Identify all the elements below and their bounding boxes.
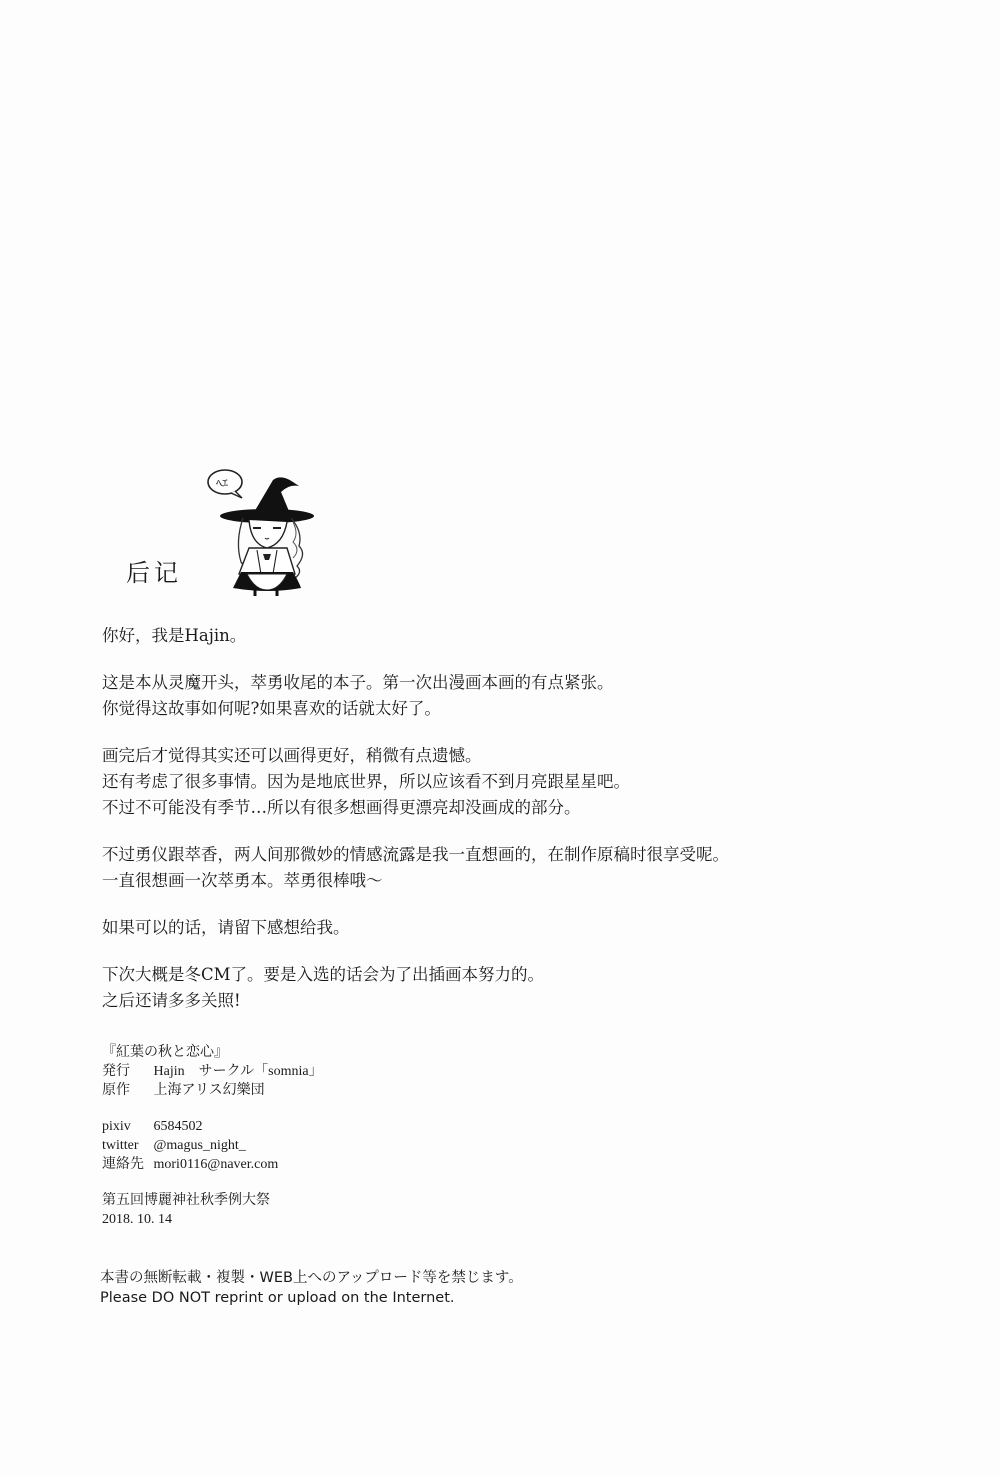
contact-label: 連絡先 <box>102 1157 144 1172</box>
text-line: 一直很想画一次萃勇本。萃勇很棒哦～ <box>102 871 383 890</box>
text-line: 还有考虑了很多事情。因为是地底世界，所以应该看不到月亮跟星星吧。 <box>102 772 630 791</box>
twitter-label: twitter <box>102 1138 139 1153</box>
publisher-value: Hajin サークル「somnia」 <box>153 1064 323 1079</box>
copyright-notice <box>100 1268 523 1308</box>
paragraph-greeting <box>102 623 922 649</box>
contact-row <box>102 1155 323 1174</box>
pixiv-value: 6584502 <box>153 1119 203 1134</box>
text-line: 你觉得这故事如何呢?如果喜欢的话就太好了。 <box>102 699 441 718</box>
afterword-body <box>102 623 922 1035</box>
text-line: 如果可以的话，请留下感想给我。 <box>102 918 350 937</box>
book-title: 『紅葉の秋と恋心』 <box>102 1045 228 1060</box>
original-work-value: 上海アリス幻樂団 <box>153 1083 265 1098</box>
original-work-row <box>102 1081 323 1100</box>
notice-japanese: 本書の無断転載・複製・WEB上へのアップロード等を禁じます。 <box>100 1270 523 1286</box>
pixiv-label: pixiv <box>102 1119 131 1134</box>
text-line: 画完后才觉得其实还可以画得更好，稍微有点遗憾。 <box>102 746 482 765</box>
publisher-label: 発行 <box>102 1064 130 1079</box>
text-line: 不过勇仪跟萃香，两人间那微妙的情感流露是我一直想画的，在制作原稿时很享受呢。 <box>102 845 729 864</box>
text-line: 不过不可能没有季节…所以有很多想画得更漂亮却没画成的部分。 <box>102 798 581 817</box>
paragraph-next-event <box>102 962 922 1014</box>
paragraph-feedback <box>102 915 922 941</box>
paragraph-reflection <box>102 743 922 821</box>
colophon-event <box>102 1191 323 1229</box>
paragraph-characters <box>102 842 922 894</box>
twitter-value: @magus_night_ <box>153 1138 246 1153</box>
text-line: 下次大概是冬CM了。要是入选的话会为了出插画本努力的。 <box>102 965 545 984</box>
text-line: 这是本从灵魔开头，萃勇收尾的本子。第一次出漫画本画的有点紧张。 <box>102 673 614 692</box>
text-line: 你好，我是Hajin。 <box>102 626 247 645</box>
paragraph-intro <box>102 670 922 722</box>
witch-character-illustration <box>195 462 330 597</box>
event-name: 第五回博麗神社秋季例大祭 <box>102 1193 270 1208</box>
colophon-contact <box>102 1117 323 1174</box>
pixiv-row <box>102 1117 323 1136</box>
speech-bubble-text: ﾍｴ <box>216 476 229 490</box>
notice-english: Please DO NOT reprint or upload on the Internet. <box>100 1290 455 1306</box>
colophon-publication <box>102 1043 323 1100</box>
event-date: 2018. 10. 14 <box>102 1212 172 1227</box>
colophon <box>102 1043 323 1246</box>
contact-value: mori0116@naver.com <box>153 1157 279 1172</box>
text-line: 之后还请多多关照! <box>102 991 241 1010</box>
publisher-row <box>102 1062 323 1081</box>
twitter-row <box>102 1136 323 1155</box>
afterword-heading: 后记 <box>126 559 182 587</box>
original-work-label: 原作 <box>102 1083 130 1098</box>
